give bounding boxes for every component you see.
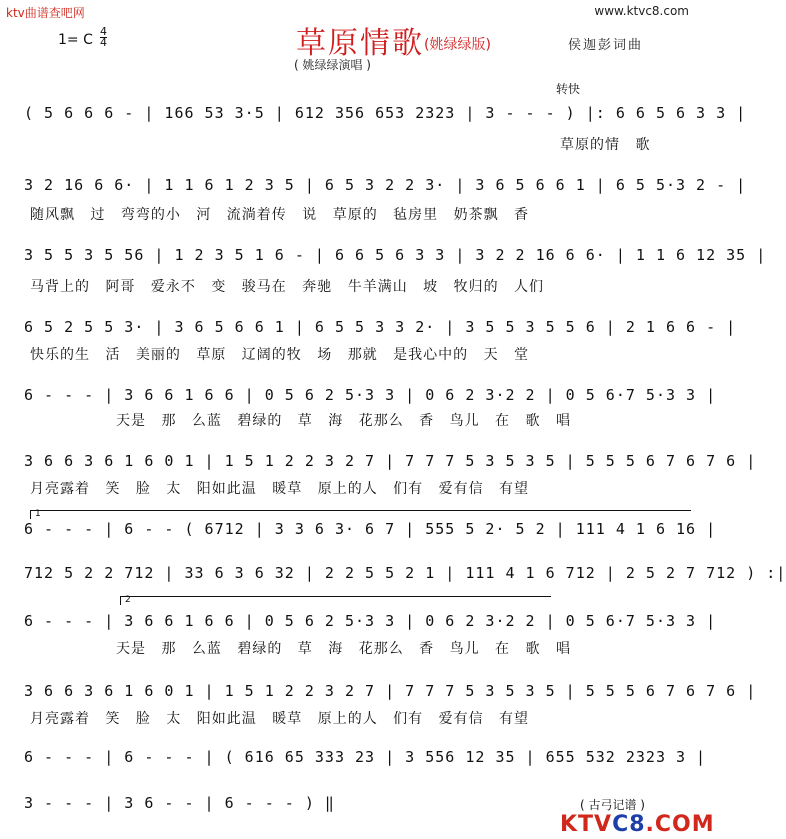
notation-row-11: 6 - - - | 6 - - - | ( 616 65 333 23 | 3 556 12 35 | 655 532 2323 3 | [24,748,707,766]
key-signature: 1= C [58,32,93,48]
composer-credit: 侯迦彭词曲 [568,38,644,53]
logo-part-a: KTV [560,812,613,837]
notation-row-10: 3 6 6 3 6 1 6 0 1 | 1 5 1 2 2 3 2 7 | 7 7 7 5 3 5 3 5 | 5 5 5 6 7 6 7 6 | [24,682,757,700]
notation-row-1: ( 5 6 6 6 - | 166 53 3·5 | 612 356 653 2323 | 3 - - - ) |: 6 6 5 6 3 3 | [24,104,747,122]
time-signature [100,27,107,48]
notation-row-6: 3 6 6 3 6 1 6 0 1 | 1 5 1 2 2 3 2 7 | 7 7 7 5 3 5 3 5 | 5 5 5 6 7 6 7 6 | [24,452,757,470]
song-subtitle: (姚绿绿版) [424,37,491,53]
logo-part-c: .COM [645,812,715,837]
site-name-top: ktv曲谱查吧网 [6,6,85,20]
notation-row-5: 6 - - - | 3 6 6 1 6 6 | 0 5 6 2 5·3 3 | 0 6 2 3·2 2 | 0 5 6·7 5·3 3 | [24,386,717,404]
notation-row-3: 3 5 5 3 5 56 | 1 2 3 5 1 6 - | 6 6 5 6 3 3 | 3 2 2 16 6 6· | 1 1 6 12 35 | [24,246,767,264]
lyric-row-3: 马背上的 阿哥 爱永不 变 骏马在 奔驰 牛羊满山 坡 牧归的 人们 [30,279,545,295]
song-title: 草原情歌 [296,26,424,61]
lyric-row-6: 月亮露着 笑 脸 太 阳如此温 暖草 原上的人 们有 爱有信 有望 [30,481,530,497]
lyric-row-5: 天是 那 么蓝 碧绿的 草 海 花那么 香 鸟儿 在 歌 唱 [116,413,571,429]
lyric-row-2: 随风飘 过 弯弯的小 河 流淌着传 说 草原的 毡房里 奶茶飘 香 [30,207,530,223]
volta-1: 1 [30,510,691,519]
transcriber-credit: ( 古弓记谱 ) [580,798,645,812]
notation-row-12: 3 - - - | 3 6 - - | 6 - - - ) ‖ [24,794,335,812]
site-url-top: www.ktvc8.com [594,4,689,18]
site-logo [560,812,715,837]
volta-2: 2 [120,596,551,605]
meter-top: 4 [100,25,107,38]
notation-row-4: 6 5 2 5 5 3· | 3 6 5 6 6 1 | 6 5 5 3 3 2· | 3 5 5 3 5 5 6 | 2 1 6 6 - | [24,318,737,336]
notation-row-2: 3 2 16 6 6· | 1 1 6 1 2 3 5 | 6 5 3 2 2 3· | 3 6 5 6 6 1 | 6 5 5·3 2 - | [24,176,747,194]
tempo-mark: 转快 [556,82,581,96]
notation-row-9: 6 - - - | 3 6 6 1 6 6 | 0 5 6 2 5·3 3 | 0 6 2 3·2 2 | 0 5 6·7 5·3 3 | [24,612,717,630]
lyric-row-10: 月亮露着 笑 脸 太 阳如此温 暖草 原上的人 们有 爱有信 有望 [30,711,530,727]
notation-row-8: 712 5 2 2 712 | 33 6 3 6 32 | 2 2 5 5 2 1 | 111 4 1 6 712 | 2 5 2 7 712 ) :| [24,564,786,582]
singer-credit: ( 姚绿绿演唱 ) [294,58,371,72]
lyric-row-9: 天是 那 么蓝 碧绿的 草 海 花那么 香 鸟儿 在 歌 唱 [116,641,571,657]
notation-row-7: 6 - - - | 6 - - ( 6712 | 3 3 6 3· 6 7 | 555 5 2· 5 2 | 111 4 1 6 16 | [24,520,717,538]
lyric-row-4: 快乐的生 活 美丽的 草原 辽阔的牧 场 那就 是我心中的 天 堂 [30,347,530,363]
logo-part-b: C8 [612,812,646,837]
meter-bottom: 4 [100,36,107,49]
lyric-row-1: 草原的情 歌 [560,137,651,153]
